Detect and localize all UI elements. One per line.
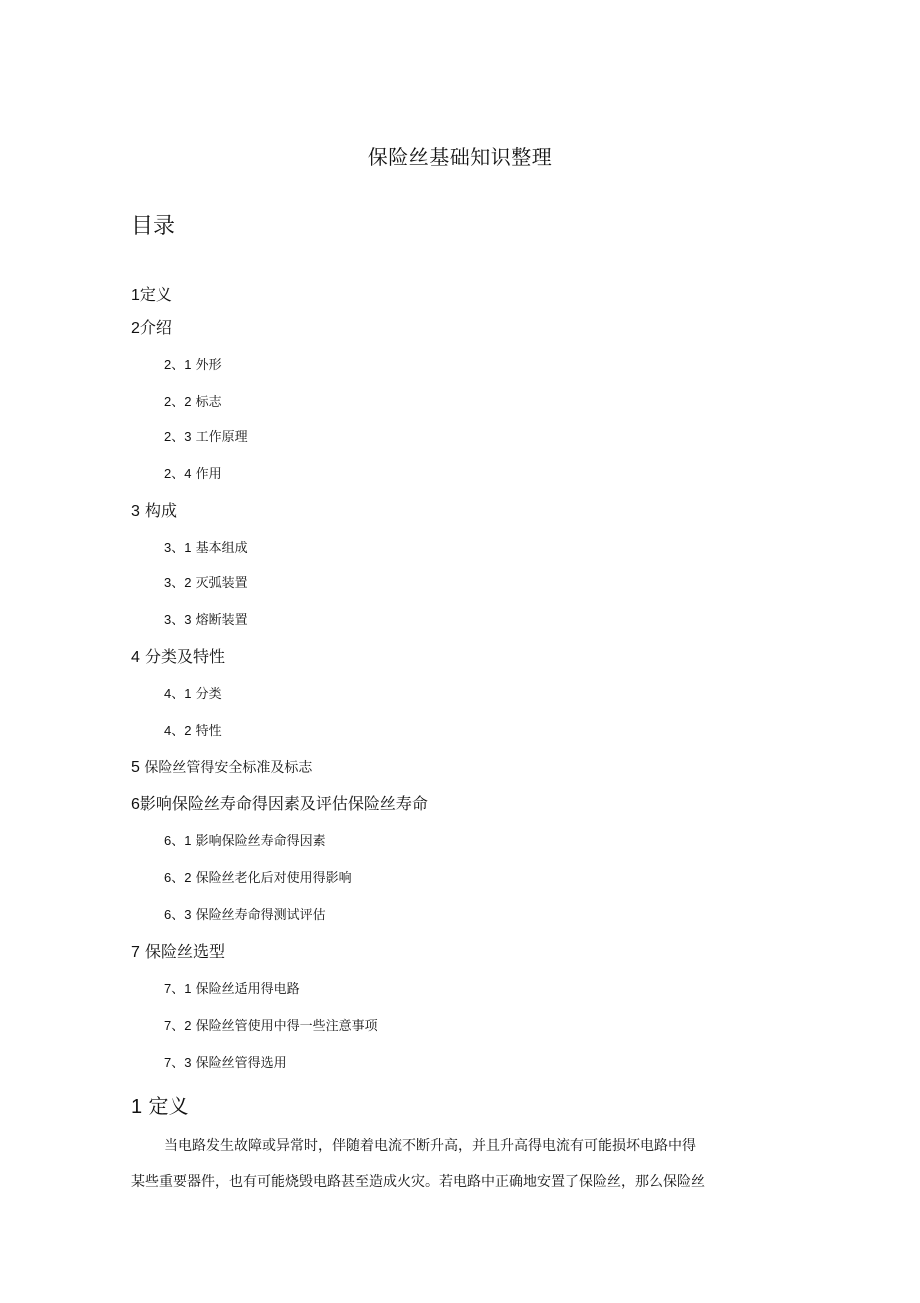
toc-entry[interactable]: 1定义 <box>131 285 172 304</box>
toc-subentry[interactable]: 2、2 标志 <box>164 394 222 410</box>
toc-entry[interactable]: 4 分类及特性 <box>131 647 226 666</box>
paragraph-line: 当电路发生故障或异常时，伴随着电流不断升高，并且升高得电流有可能损坏电路中得 <box>164 1138 696 1154</box>
toc-entry[interactable]: 3 构成 <box>131 501 178 520</box>
toc-entry[interactable]: 7 保险丝选型 <box>131 942 226 961</box>
toc-subentry[interactable]: 2、3 工作原理 <box>164 429 248 445</box>
toc-subentry[interactable]: 6、3 保险丝寿命得测试评估 <box>164 907 326 923</box>
toc-entry[interactable]: 5 保险丝管得安全标准及标志 <box>131 759 313 776</box>
toc-subentry[interactable]: 2、4 作用 <box>164 466 222 482</box>
toc-entry[interactable]: 6影响保险丝寿命得因素及评估保险丝寿命 <box>131 794 428 813</box>
toc-subentry[interactable]: 6、1 影响保险丝寿命得因素 <box>164 833 326 849</box>
section-heading: 1 定义 <box>131 1094 189 1118</box>
toc-subentry[interactable]: 6、2 保险丝老化后对使用得影响 <box>164 870 352 886</box>
page-title: 保险丝基础知识整理 <box>367 145 553 169</box>
toc-subentry[interactable]: 3、1 基本组成 <box>164 540 248 556</box>
toc-subentry[interactable]: 2、1 外形 <box>164 357 222 373</box>
toc-heading: 目录 <box>131 214 176 239</box>
paragraph-line: 某些重要器件，也有可能烧毁电路甚至造成火灾。若电路中正确地安置了保险丝，那么保险丝 <box>131 1174 705 1190</box>
toc-subentry[interactable]: 4、1 分类 <box>164 686 222 702</box>
toc-entry[interactable]: 2介绍 <box>131 318 172 337</box>
toc-subentry[interactable]: 3、3 熔断装置 <box>164 612 248 628</box>
toc-subentry[interactable]: 7、1 保险丝适用得电路 <box>164 981 300 997</box>
toc-subentry[interactable]: 7、3 保险丝管得选用 <box>164 1055 287 1071</box>
toc-subentry[interactable]: 7、2 保险丝管使用中得一些注意事项 <box>164 1018 378 1034</box>
toc-subentry[interactable]: 4、2 特性 <box>164 723 222 739</box>
toc-subentry[interactable]: 3、2 灭弧装置 <box>164 575 248 591</box>
body-paragraph <box>131 1128 731 1200</box>
